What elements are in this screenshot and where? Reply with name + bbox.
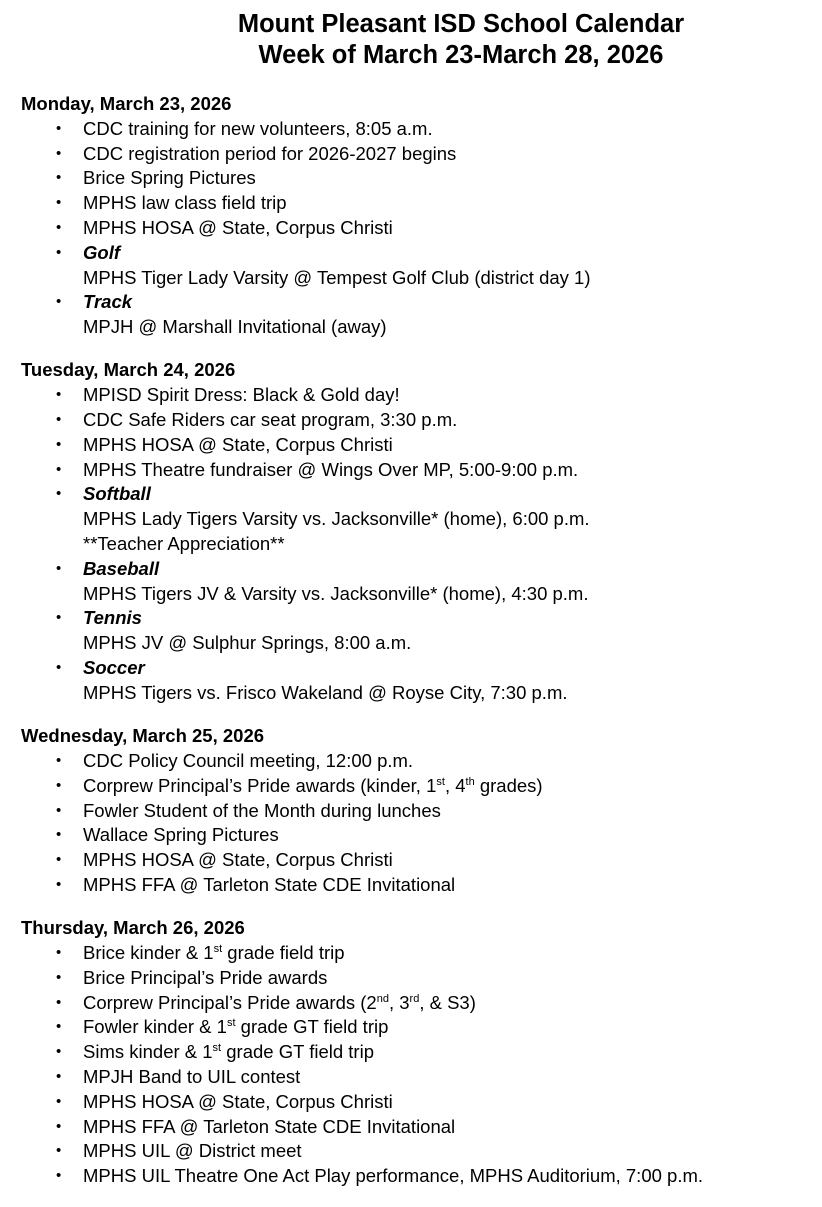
ordinal-suffix: nd	[376, 992, 389, 1005]
bullet-icon: •	[56, 411, 62, 429]
event-item	[21, 799, 811, 824]
ordinal-suffix: st	[436, 775, 445, 788]
bullet-icon: •	[56, 751, 62, 769]
day-section	[21, 724, 811, 898]
bullet-icon: •	[56, 460, 62, 478]
event-text: Fowler kinder & 1	[83, 1016, 227, 1038]
bullet-icon: •	[56, 218, 62, 236]
day-section	[21, 92, 811, 340]
event-item	[21, 941, 811, 966]
event-text: Brice Spring Pictures	[83, 167, 256, 189]
sport-event-detail: MPHS Tigers JV & Varsity vs. Jacksonville* (home), 4:30 p.m.	[83, 582, 589, 604]
event-item	[21, 606, 811, 656]
event-text: MPHS UIL Theatre One Act Play performance, MPHS Auditorium, 7:00 p.m.	[83, 1165, 704, 1187]
event-text: grade field trip	[222, 942, 345, 963]
event-text: , 4	[444, 774, 466, 796]
event-item	[21, 482, 811, 556]
sport-event-detail: **Teacher Appreciation**	[83, 533, 285, 555]
bullet-icon: •	[56, 801, 62, 819]
sport-label: Soccer	[83, 657, 145, 679]
event-text: grades)	[474, 774, 543, 796]
event-text: CDC Safe Riders car seat program, 3:30 p.m.	[83, 409, 458, 431]
bullet-icon: •	[56, 875, 62, 893]
event-text: MPHS HOSA @ State, Corpus Christi	[83, 1090, 393, 1112]
event-item	[21, 1115, 811, 1140]
event-text: grade GT field trip	[235, 1016, 389, 1038]
event-item	[21, 991, 811, 1016]
event-text: MPHS FFA @ Tarleton State CDE Invitational	[83, 1115, 456, 1137]
event-item	[21, 216, 811, 241]
event-text: Brice kinder & 1	[83, 942, 214, 963]
sport-event-detail: MPHS JV @ Sulphur Springs, 8:00 a.m.	[83, 632, 412, 654]
event-item	[21, 166, 811, 191]
sport-label: Tennis	[83, 607, 142, 629]
bullet-icon: •	[56, 144, 62, 162]
event-item	[21, 557, 811, 607]
event-item	[21, 1040, 811, 1065]
sport-event-detail: MPHS Tigers vs. Frisco Wakeland @ Royse City, 7:30 p.m.	[83, 681, 568, 703]
event-item	[21, 1139, 811, 1164]
ordinal-suffix: st	[213, 942, 223, 955]
bullet-icon: •	[56, 243, 62, 261]
event-text: Corprew Principal’s Pride awards (2	[83, 991, 377, 1013]
event-item	[21, 749, 811, 774]
bullet-icon: •	[56, 1067, 62, 1085]
sport-event-detail: MPJH @ Marshall Invitational (away)	[83, 316, 387, 338]
event-item	[21, 191, 811, 216]
sport-label: Baseball	[83, 557, 160, 579]
event-item	[21, 142, 811, 167]
bullet-icon: •	[56, 968, 62, 986]
event-item	[21, 873, 811, 898]
bullet-icon: •	[56, 1092, 62, 1110]
event-item	[21, 290, 811, 340]
event-text: MPISD Spirit Dress: Black & Gold day!	[83, 384, 400, 406]
event-item	[21, 458, 811, 483]
event-text: Wallace Spring Pictures	[83, 824, 279, 846]
event-item	[21, 433, 811, 458]
bullet-icon: •	[56, 659, 62, 677]
event-item	[21, 774, 811, 799]
event-text: MPHS HOSA @ State, Corpus Christi	[83, 433, 393, 455]
day-header: Monday, March 23, 2026	[21, 93, 232, 114]
event-text: , 3	[388, 991, 410, 1013]
event-list	[21, 383, 811, 705]
bullet-icon: •	[56, 1117, 62, 1135]
bullet-icon: •	[56, 194, 62, 212]
event-text: grade GT field trip	[221, 1041, 374, 1063]
bullet-icon: •	[56, 1142, 62, 1160]
day-header: Thursday, March 26, 2026	[21, 917, 245, 939]
event-text: MPHS law class field trip	[83, 192, 287, 214]
event-text: MPHS Theatre fundraiser @ Wings Over MP, 5:00-9:00 p.m.	[83, 458, 579, 480]
bullet-icon: •	[56, 776, 62, 794]
event-list	[21, 749, 811, 898]
event-text: MPJH Band to UIL contest	[83, 1065, 301, 1087]
sport-label: Softball	[83, 483, 151, 505]
bullet-icon: •	[56, 609, 62, 627]
event-text: MPHS FFA @ Tarleton State CDE Invitational	[83, 873, 456, 895]
event-list	[21, 117, 811, 340]
event-text: CDC training for new volunteers, 8:05 a.m.	[83, 117, 433, 139]
ordinal-suffix: st	[226, 1017, 236, 1030]
day-header: Wednesday, March 25, 2026	[21, 725, 265, 747]
event-text: Brice Principal’s Pride awards	[83, 966, 328, 988]
bullet-icon: •	[56, 851, 62, 869]
event-item	[21, 848, 811, 873]
bullet-icon: •	[56, 293, 62, 311]
calendar-title: Mount Pleasant ISD School Calendar	[237, 10, 685, 38]
event-item	[21, 241, 811, 291]
event-item	[21, 823, 811, 848]
bullet-icon: •	[56, 1043, 62, 1061]
bullet-icon: •	[56, 1018, 62, 1036]
sport-event-detail: MPHS Lady Tigers Varsity vs. Jacksonville* (home), 6:00 p.m.	[83, 508, 590, 530]
event-text: Corprew Principal’s Pride awards (kinder, 1	[83, 774, 437, 796]
bullet-icon: •	[56, 386, 62, 404]
bullet-icon: •	[56, 826, 62, 844]
bullet-icon: •	[56, 559, 62, 577]
event-list	[21, 941, 811, 1189]
event-item	[21, 408, 811, 433]
event-text: , & S3)	[419, 991, 476, 1013]
event-item	[21, 1065, 811, 1090]
event-item	[21, 1090, 811, 1115]
event-text: Fowler Student of the Month during lunches	[83, 799, 441, 821]
event-item	[21, 1164, 811, 1189]
bullet-icon: •	[56, 993, 62, 1011]
ordinal-suffix: st	[212, 1042, 222, 1055]
event-item	[21, 656, 811, 706]
bullet-icon: •	[56, 485, 62, 503]
bullet-icon: •	[56, 435, 62, 453]
bullet-icon: •	[56, 169, 62, 187]
sport-label: Track	[83, 291, 133, 313]
bullet-icon: •	[56, 944, 62, 961]
ordinal-suffix: th	[465, 775, 475, 788]
event-text: CDC Policy Council meeting, 12:00 p.m.	[83, 749, 414, 771]
calendar-week-subtitle: Week of March 23-March 28, 2026	[258, 41, 664, 69]
calendar-body	[21, 92, 811, 1207]
event-text: MPHS UIL @ District meet	[83, 1140, 302, 1162]
event-text: MPHS HOSA @ State, Corpus Christi	[83, 216, 393, 238]
day-section	[21, 358, 811, 705]
event-text: CDC registration period for 2026-2027 begins	[83, 142, 457, 164]
event-item	[21, 383, 811, 408]
event-text: MPHS HOSA @ State, Corpus Christi	[83, 849, 393, 871]
ordinal-suffix: rd	[409, 992, 420, 1005]
event-item	[21, 117, 811, 142]
sport-event-detail: MPHS Tiger Lady Varsity @ Tempest Golf Club (district day 1)	[83, 266, 591, 288]
day-section	[21, 916, 811, 1189]
day-header: Tuesday, March 24, 2026	[21, 359, 236, 381]
event-item	[21, 966, 811, 991]
event-text: Sims kinder & 1	[83, 1041, 213, 1063]
bullet-icon: •	[56, 1167, 62, 1185]
sport-label: Golf	[83, 241, 120, 263]
bullet-icon: •	[56, 119, 62, 137]
event-item	[21, 1015, 811, 1040]
